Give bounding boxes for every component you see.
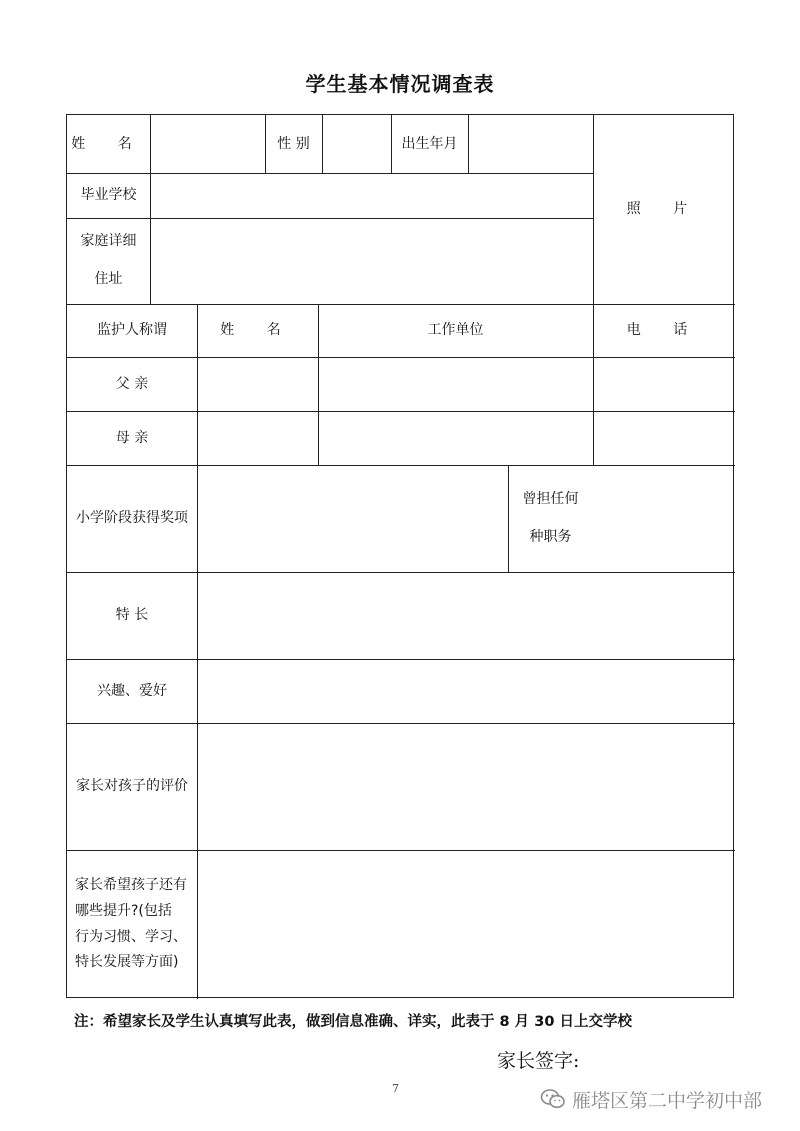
father-workplace-field[interactable]: [318, 357, 593, 411]
guardian-relation-header: 监护人称谓: [97, 322, 167, 339]
position-label: [508, 465, 593, 572]
father-label: 父 亲: [115, 375, 149, 392]
hope-field[interactable]: [197, 850, 735, 999]
mother-workplace-field[interactable]: [318, 411, 593, 465]
page-number: 7: [392, 1082, 399, 1095]
form-title: 学生基本情况调查表: [305, 72, 495, 96]
hope-label-line: 哪些提升?(包括: [75, 902, 172, 919]
address-field[interactable]: [150, 218, 593, 304]
hope-label: [67, 850, 197, 999]
father-phone-field[interactable]: [593, 357, 735, 411]
address-label-line: 住址: [94, 271, 123, 287]
address-label: [67, 218, 150, 304]
gender-label: 性 别: [277, 135, 310, 152]
survey-form-table: [66, 114, 734, 998]
hope-label-line: 家长希望孩子还有: [75, 876, 187, 893]
awards-label: 小学阶段获得奖项: [76, 510, 188, 527]
evaluation-field[interactable]: [197, 723, 735, 850]
photo-area[interactable]: 照 片: [626, 201, 702, 218]
hobbies-label: 兴趣、爱好: [97, 682, 167, 699]
specialty-label: 特 长: [115, 607, 149, 624]
hobbies-field[interactable]: [197, 659, 735, 723]
birth-field[interactable]: [468, 115, 593, 173]
birth-label: 出生年月: [401, 135, 458, 152]
hope-label-line: 行为习惯、学习、: [75, 928, 187, 945]
awards-field[interactable]: [197, 465, 508, 572]
name-label: 姓 名: [71, 135, 146, 152]
gender-field[interactable]: [322, 115, 391, 173]
guardian-name-header: 姓 名: [220, 322, 295, 339]
address-label-line: 家庭详细: [80, 233, 137, 250]
specialty-field[interactable]: [197, 572, 735, 659]
mother-name-field[interactable]: [197, 411, 318, 465]
phone-header: 电 话: [626, 322, 702, 339]
school-field[interactable]: [150, 173, 593, 218]
position-field[interactable]: [593, 465, 735, 572]
hope-label-line: 特长发展等方面): [75, 954, 179, 971]
evaluation-label: 家长对孩子的评价: [76, 778, 188, 795]
mother-phone-field[interactable]: [593, 411, 735, 465]
submission-note: 注：希望家长及学生认真填写此表，做到信息准确、详实，此表于 8 月 30 日上交学校: [74, 1014, 632, 1030]
position-label-line: 种职务: [529, 528, 572, 545]
workplace-header: 工作单位: [427, 322, 484, 339]
school-label: 毕业学校: [80, 187, 137, 204]
position-label-line: 曾担任何: [522, 490, 579, 507]
wechat-icon: [540, 1088, 566, 1110]
father-name-field[interactable]: [197, 357, 318, 411]
parent-signature-label: 家长签字:: [497, 1050, 580, 1072]
name-field[interactable]: [150, 115, 265, 173]
mother-label: 母 亲: [115, 429, 149, 446]
watermark: [540, 1085, 762, 1113]
watermark-text: 雁塔区第二中学初中部: [572, 1089, 763, 1112]
